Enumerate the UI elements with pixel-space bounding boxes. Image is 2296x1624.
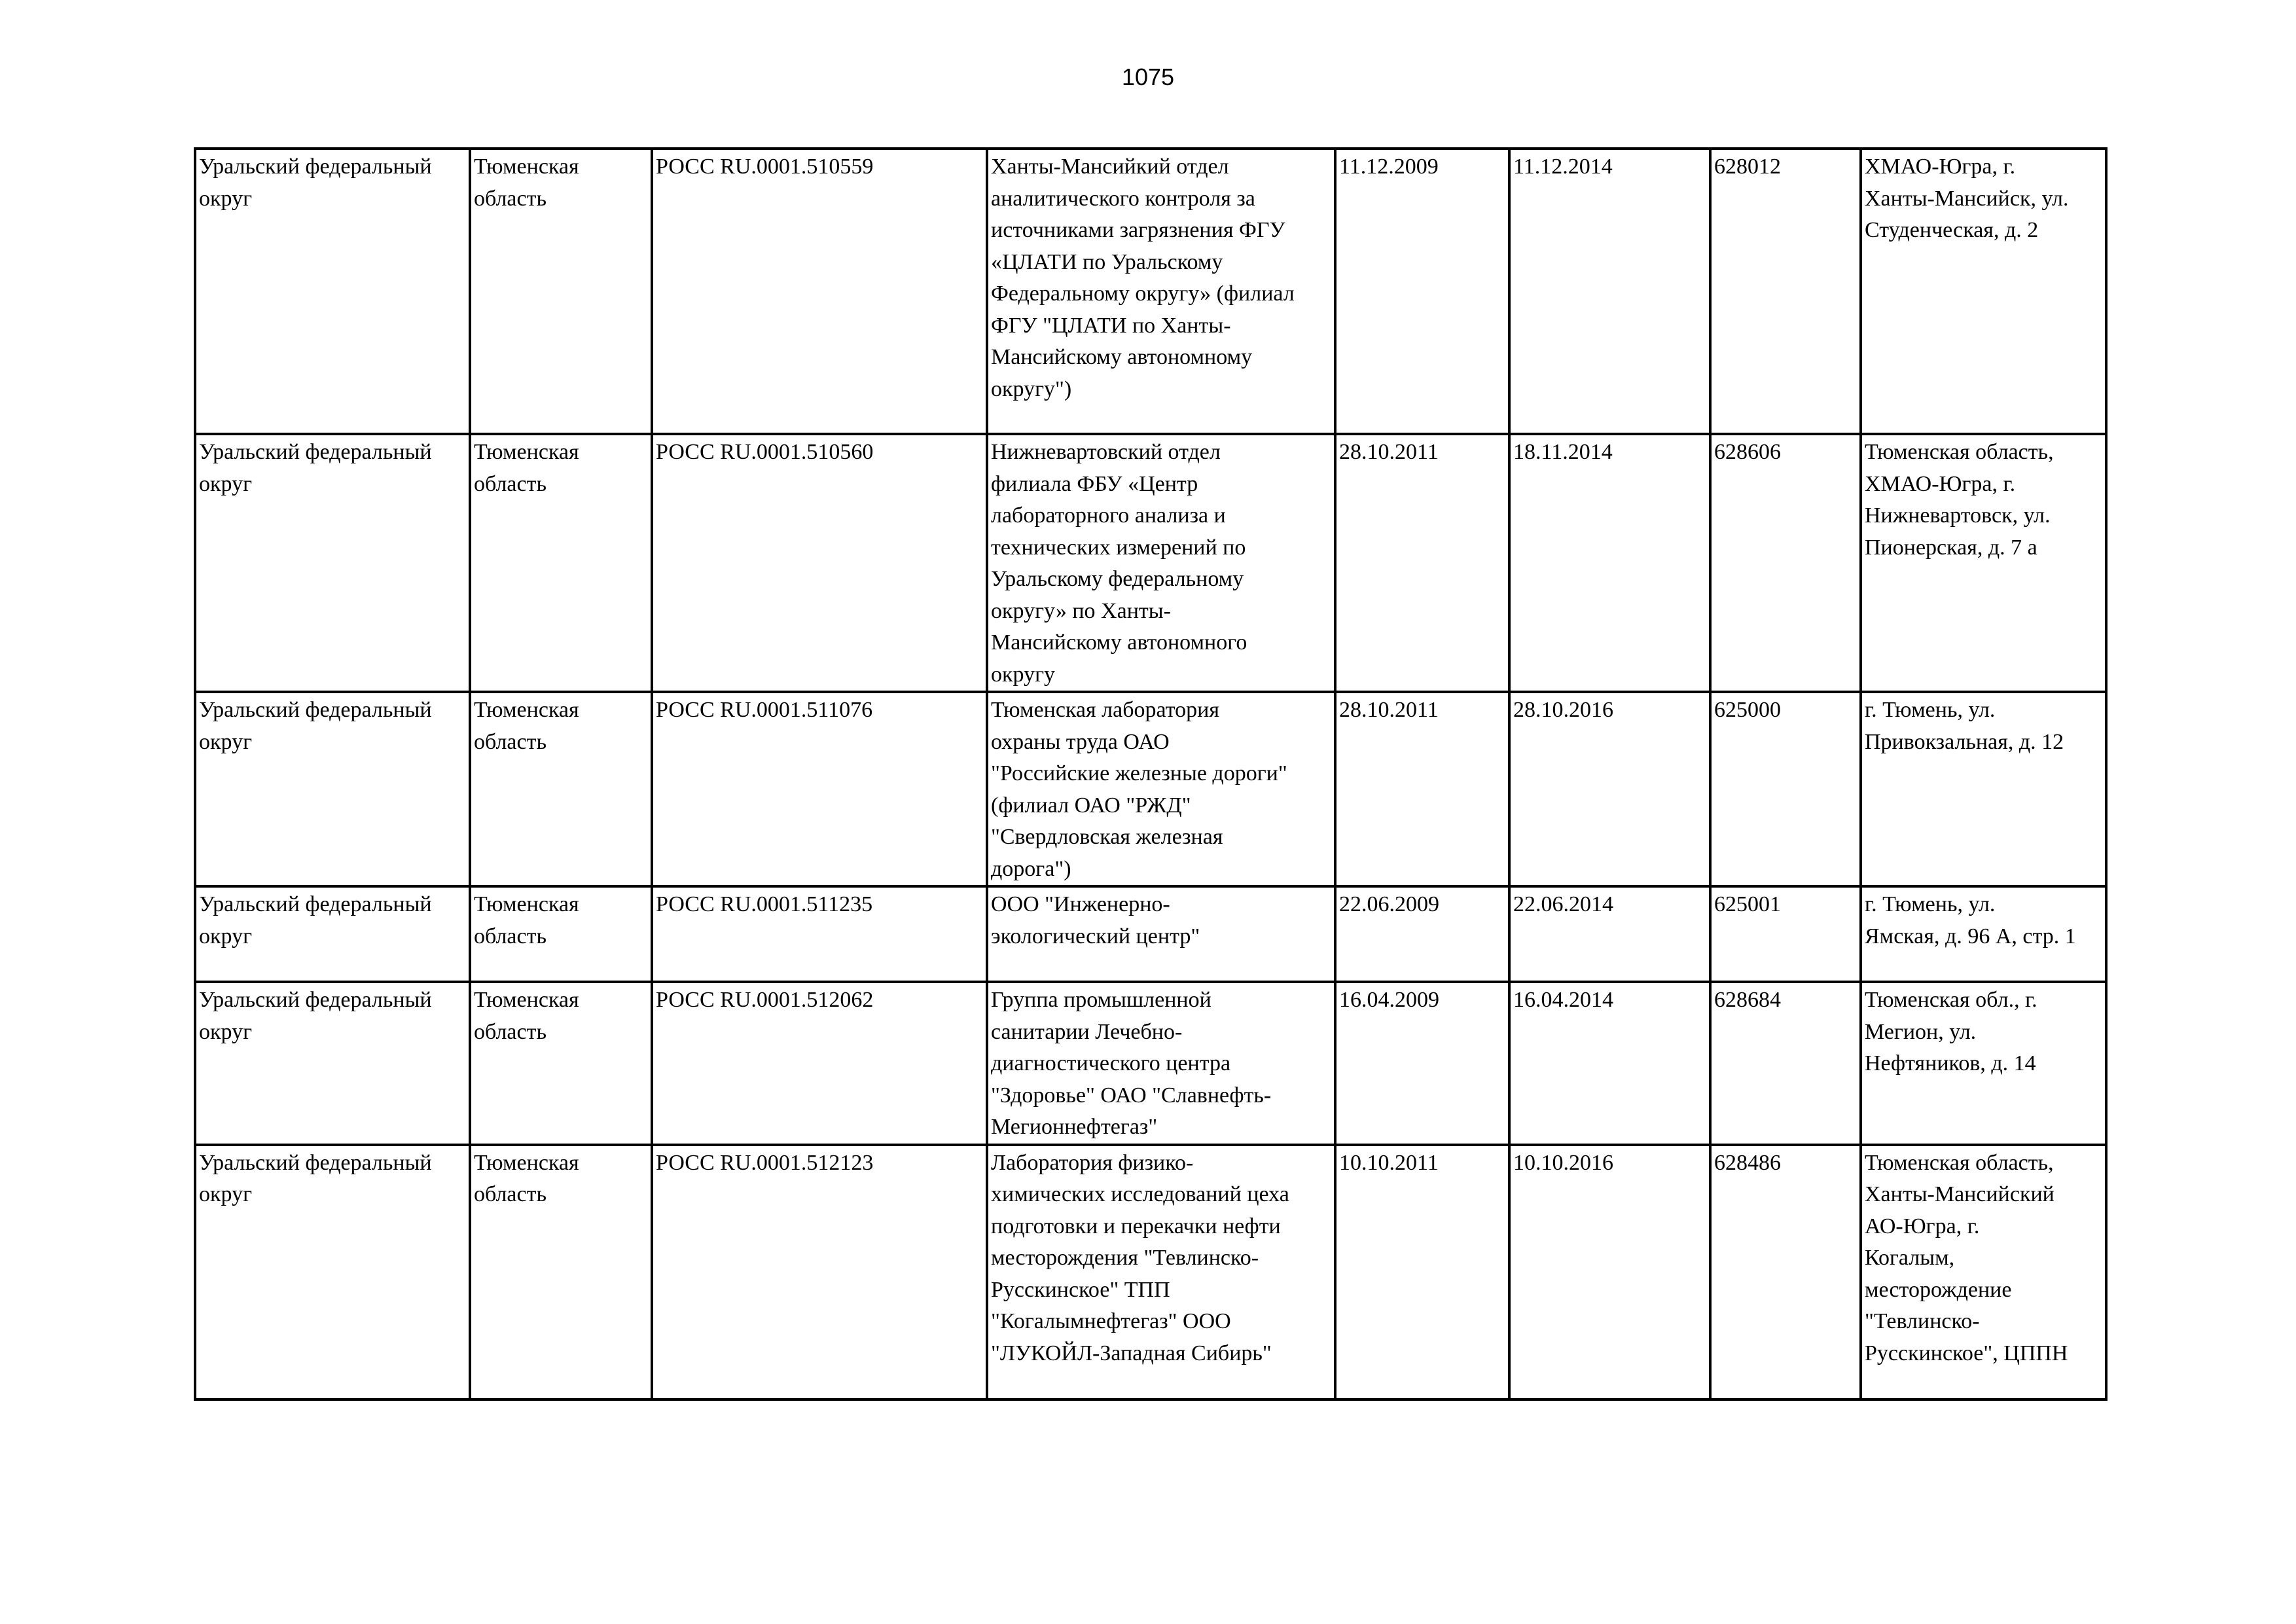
organization-text: Нижневартовский отдел филиала ФБУ «Центр лабораторного анализа и технических измерений по Уральскому федеральному округу» по Ханты- Мансийскому автономного округу: [991, 440, 1247, 687]
region-cell: [470, 982, 652, 1145]
date-from-text: 22.06.2009: [1339, 892, 1439, 916]
organization-cell: [987, 1145, 1335, 1399]
postal-index-cell: [1710, 434, 1861, 692]
region-text: Тюменская область: [474, 892, 579, 948]
date-to-cell: [1509, 982, 1710, 1145]
certificate-text: РОСС RU.0001.511235: [656, 892, 873, 916]
date-from-text: 28.10.2011: [1339, 440, 1439, 464]
district-text: Уральский федеральный округ: [199, 154, 432, 211]
district-cell: [195, 692, 470, 886]
address-cell: [1861, 886, 2106, 982]
certificate-text: РОСС RU.0001.510559: [656, 154, 874, 179]
postal-index-cell: [1710, 982, 1861, 1145]
address-cell: [1861, 1145, 2106, 1399]
certificate-text: РОСС RU.0001.510560: [656, 440, 874, 464]
region-text: Тюменская область: [474, 698, 579, 754]
address-text: Тюменская область, Ханты-Мансийский АО-Югра, г. Когалым, месторождение "Тевлинско- Русскинское", ЦППН: [1865, 1150, 2068, 1365]
certificate-text: РОСС RU.0001.512062: [656, 988, 874, 1012]
postal-index-cell: [1710, 149, 1861, 434]
address-cell: [1861, 982, 2106, 1145]
date-to-cell: [1509, 434, 1710, 692]
certificate-cell: [652, 434, 987, 692]
date-to-text: 18.11.2014: [1513, 440, 1613, 464]
address-text: Тюменская обл., г. Мегион, ул. Нефтяников, д. 14: [1865, 988, 2037, 1075]
date-from-text: 11.12.2009: [1339, 154, 1439, 179]
region-cell: [470, 434, 652, 692]
region-cell: [470, 886, 652, 982]
district-cell: [195, 1145, 470, 1399]
table-row: [195, 1145, 2106, 1399]
district-cell: [195, 434, 470, 692]
organization-text: Группа промышленной санитарии Лечебно- диагностического центра "Здоровье" ОАО "Славнефть- Мегионнефтегаз": [991, 988, 1272, 1139]
certificate-cell: [652, 886, 987, 982]
date-from-cell: [1335, 982, 1509, 1145]
date-to-cell: [1509, 1145, 1710, 1399]
postal-index-text: 628684: [1714, 988, 1781, 1012]
region-cell: [470, 149, 652, 434]
postal-index-cell: [1710, 692, 1861, 886]
date-to-cell: [1509, 149, 1710, 434]
postal-index-text: 625000: [1714, 698, 1781, 722]
district-text: Уральский федеральный округ: [199, 892, 432, 948]
address-text: г. Тюмень, ул. Привокзальная, д. 12: [1865, 698, 2064, 754]
region-cell: [470, 1145, 652, 1399]
postal-index-cell: [1710, 1145, 1861, 1399]
registry-table: [194, 147, 2108, 1401]
district-text: Уральский федеральный округ: [199, 698, 432, 754]
organization-text: Тюменская лаборатория охраны труда ОАО "Российские железные дороги" (филиал ОАО "РЖД" "Свердловская железная дорога"): [991, 698, 1287, 881]
address-cell: [1861, 434, 2106, 692]
organization-cell: [987, 982, 1335, 1145]
district-text: Уральский федеральный округ: [199, 440, 432, 496]
date-to-cell: [1509, 886, 1710, 982]
date-from-cell: [1335, 886, 1509, 982]
organization-text: ООО "Инженерно- экологический центр": [991, 892, 1200, 948]
address-text: Тюменская область, ХМАО-Югра, г. Нижневартовск, ул. Пионерская, д. 7 а: [1865, 440, 2054, 560]
postal-index-text: 628606: [1714, 440, 1781, 464]
date-from-text: 28.10.2011: [1339, 698, 1439, 722]
table-row: [195, 692, 2106, 886]
region-text: Тюменская область: [474, 440, 579, 496]
district-cell: [195, 982, 470, 1145]
table-row: [195, 434, 2106, 692]
region-cell: [470, 692, 652, 886]
organization-cell: [987, 886, 1335, 982]
organization-text: Ханты-Мансийкий отдел аналитического контроля за источниками загрязнения ФГУ «ЦЛАТИ по Уральскому Федеральному округу» (филиал ФГУ "ЦЛАТИ по Ханты- Мансийскому автономному округу"): [991, 154, 1295, 401]
address-cell: [1861, 692, 2106, 886]
certificate-text: РОСС RU.0001.512123: [656, 1150, 874, 1175]
date-to-text: 16.04.2014: [1513, 988, 1613, 1012]
table-row: [195, 982, 2106, 1145]
date-to-text: 28.10.2016: [1513, 698, 1613, 722]
date-from-text: 16.04.2009: [1339, 988, 1439, 1012]
date-from-cell: [1335, 434, 1509, 692]
date-from-cell: [1335, 692, 1509, 886]
organization-cell: [987, 434, 1335, 692]
date-from-cell: [1335, 1145, 1509, 1399]
certificate-cell: [652, 149, 987, 434]
certificate-text: РОСС RU.0001.511076: [656, 698, 873, 722]
date-to-cell: [1509, 692, 1710, 886]
page-number: 1075: [1121, 63, 1175, 90]
date-from-cell: [1335, 149, 1509, 434]
table-row: [195, 149, 2106, 434]
district-text: Уральский федеральный округ: [199, 1150, 432, 1206]
certificate-cell: [652, 982, 987, 1145]
district-cell: [195, 886, 470, 982]
table-row: [195, 886, 2106, 982]
region-text: Тюменская область: [474, 988, 579, 1044]
district-text: Уральский федеральный округ: [199, 988, 432, 1044]
date-from-text: 10.10.2011: [1339, 1150, 1439, 1175]
postal-index-text: 625001: [1714, 892, 1781, 916]
certificate-cell: [652, 692, 987, 886]
region-text: Тюменская область: [474, 154, 579, 211]
district-cell: [195, 149, 470, 434]
date-to-text: 10.10.2016: [1513, 1150, 1613, 1175]
address-text: ХМАО-Югра, г. Ханты-Мансийск, ул. Студенческая, д. 2: [1865, 154, 2069, 242]
address-text: г. Тюмень, ул. Ямская, д. 96 А, стр. 1: [1865, 892, 2076, 948]
date-to-text: 11.12.2014: [1513, 154, 1613, 179]
postal-index-text: 628012: [1714, 154, 1781, 179]
address-cell: [1861, 149, 2106, 434]
organization-cell: [987, 692, 1335, 886]
certificate-cell: [652, 1145, 987, 1399]
date-to-text: 22.06.2014: [1513, 892, 1613, 916]
postal-index-cell: [1710, 886, 1861, 982]
organization-text: Лаборатория физико- химических исследований цеха подготовки и перекачки нефти месторождения "Тевлинско- Русскинское" ТПП "Когалымнефтегаз" ООО "ЛУКОЙЛ-Западная Сибирь": [991, 1150, 1289, 1365]
organization-cell: [987, 149, 1335, 434]
region-text: Тюменская область: [474, 1150, 579, 1206]
postal-index-text: 628486: [1714, 1150, 1781, 1175]
